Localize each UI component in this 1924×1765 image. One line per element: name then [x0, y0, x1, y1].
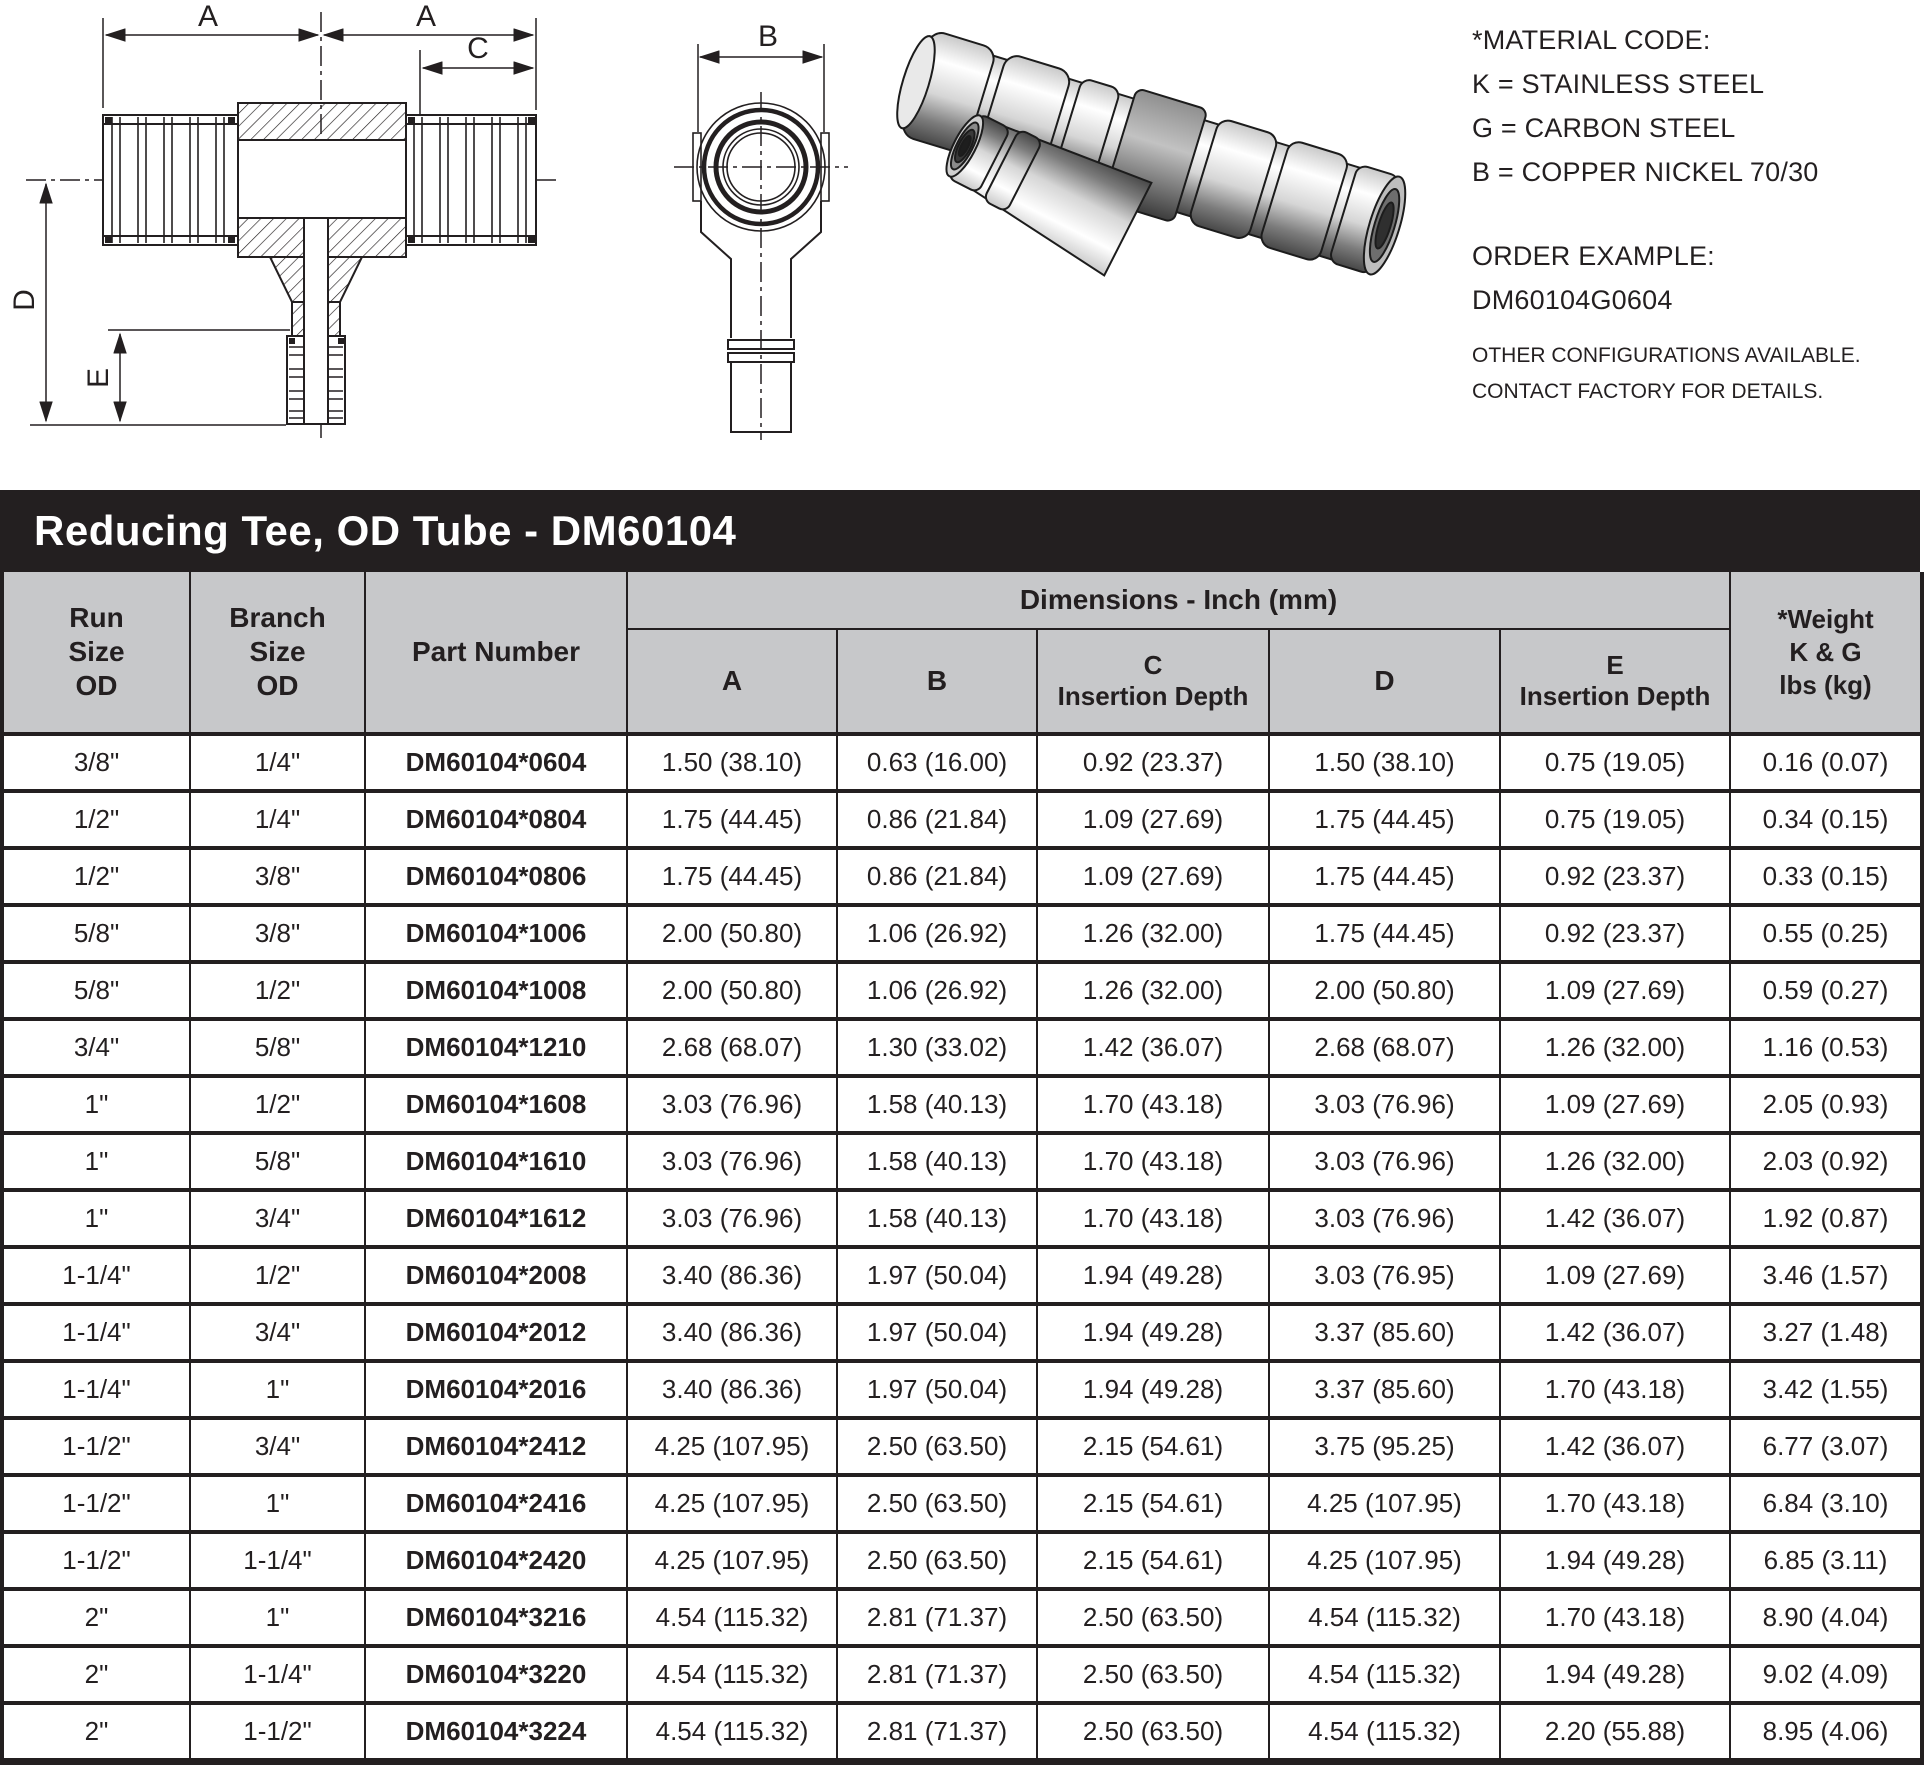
header-dim-e: E Insertion Depth [1500, 629, 1730, 734]
part-number-cell: DM60104*0604 [365, 734, 627, 791]
material-code-title: *MATERIAL CODE: [1472, 25, 1711, 55]
run-size-cell: 1-1/4" [2, 1247, 190, 1304]
dim-a-cell: 4.54 (115.32) [627, 1589, 837, 1646]
dim-c-cell: 2.15 (54.61) [1037, 1532, 1269, 1589]
product-photo-3d [878, 12, 1428, 352]
dim-c-cell: 1.94 (49.28) [1037, 1361, 1269, 1418]
table-row [2, 1475, 1922, 1532]
dim-d-cell: 4.54 (115.32) [1269, 1589, 1500, 1646]
diagram-area [0, 0, 1920, 490]
header-branch-size: Branch Size OD [190, 572, 365, 734]
part-number-cell: DM60104*3224 [365, 1703, 627, 1762]
dim-a-cell: 4.25 (107.95) [627, 1475, 837, 1532]
dim-c-cell: 1.70 (43.18) [1037, 1076, 1269, 1133]
end-view-drawing [548, 0, 858, 445]
header-dim-b: B [837, 629, 1037, 734]
dim-e-cell: 1.09 (27.69) [1500, 1076, 1730, 1133]
dim-c-cell: 1.26 (32.00) [1037, 962, 1269, 1019]
table-row [2, 905, 1922, 962]
dim-b-cell: 2.50 (63.50) [837, 1475, 1037, 1532]
dim-b-cell: 0.86 (21.84) [837, 791, 1037, 848]
dim-a-cell: 2.00 (50.80) [627, 905, 837, 962]
dim-d-cell: 1.75 (44.45) [1269, 848, 1500, 905]
dim-c-cell: 1.09 (27.69) [1037, 791, 1269, 848]
dim-b-cell: 2.50 (63.50) [837, 1532, 1037, 1589]
dim-d-cell: 3.37 (85.60) [1269, 1361, 1500, 1418]
dim-b-cell: 1.30 (33.02) [837, 1019, 1037, 1076]
header-dim-a: A [627, 629, 837, 734]
dim-e-cell: 0.75 (19.05) [1500, 791, 1730, 848]
run-size-cell: 3/4" [2, 1019, 190, 1076]
dim-label-c: C [467, 32, 489, 65]
table-row [2, 1532, 1922, 1589]
weight-cell: 8.90 (4.04) [1730, 1589, 1922, 1646]
branch-size-cell: 1/4" [190, 791, 365, 848]
dim-a-cell: 3.03 (76.96) [627, 1076, 837, 1133]
part-number-cell: DM60104*2420 [365, 1532, 627, 1589]
material-code-g: G = CARBON STEEL [1472, 113, 1736, 143]
run-size-cell: 5/8" [2, 905, 190, 962]
dim-e-cell: 1.94 (49.28) [1500, 1532, 1730, 1589]
table-row [2, 1418, 1922, 1475]
run-size-cell: 1-1/2" [2, 1418, 190, 1475]
dim-a-cell: 3.03 (76.96) [627, 1133, 837, 1190]
dim-c-cell: 0.92 (23.37) [1037, 734, 1269, 791]
table-row [2, 1304, 1922, 1361]
dim-d-cell: 4.54 (115.32) [1269, 1703, 1500, 1762]
dim-c-cell: 2.50 (63.50) [1037, 1646, 1269, 1703]
dim-label-b: B [757, 20, 779, 53]
header-part-number: Part Number [365, 572, 627, 734]
dim-c-cell: 1.09 (27.69) [1037, 848, 1269, 905]
dim-label-d: D [8, 289, 41, 311]
dim-e-cell: 1.70 (43.18) [1500, 1475, 1730, 1532]
dim-d-cell: 4.54 (115.32) [1269, 1646, 1500, 1703]
run-size-cell: 1-1/2" [2, 1532, 190, 1589]
dim-a-cell: 4.54 (115.32) [627, 1646, 837, 1703]
branch-size-cell: 1-1/2" [190, 1703, 365, 1762]
weight-cell: 6.84 (3.10) [1730, 1475, 1922, 1532]
dim-d-cell: 3.03 (76.96) [1269, 1076, 1500, 1133]
front-view-drawing [8, 0, 568, 445]
table-row [2, 1646, 1922, 1703]
dim-d-cell: 1.50 (38.10) [1269, 734, 1500, 791]
dim-e-cell: 1.42 (36.07) [1500, 1418, 1730, 1475]
part-number-cell: DM60104*3220 [365, 1646, 627, 1703]
header-run-size: Run Size OD [2, 572, 190, 734]
dim-d-cell: 1.75 (44.45) [1269, 905, 1500, 962]
branch-size-cell: 3/4" [190, 1304, 365, 1361]
weight-cell: 3.42 (1.55) [1730, 1361, 1922, 1418]
run-size-cell: 1/2" [2, 791, 190, 848]
run-size-cell: 1" [2, 1190, 190, 1247]
dim-a-cell: 3.40 (86.36) [627, 1361, 837, 1418]
dim-d-cell: 1.75 (44.45) [1269, 791, 1500, 848]
part-number-cell: DM60104*2416 [365, 1475, 627, 1532]
dim-c-cell: 1.70 (43.18) [1037, 1190, 1269, 1247]
dim-b-cell: 1.58 (40.13) [837, 1076, 1037, 1133]
dim-c-cell: 1.70 (43.18) [1037, 1133, 1269, 1190]
table-row [2, 1133, 1922, 1190]
dim-a-cell: 3.40 (86.36) [627, 1247, 837, 1304]
part-number-cell: DM60104*0804 [365, 791, 627, 848]
table-row [2, 1247, 1922, 1304]
branch-size-cell: 3/4" [190, 1190, 365, 1247]
branch-size-cell: 1-1/4" [190, 1646, 365, 1703]
section-title-bar [0, 490, 1920, 572]
part-number-cell: DM60104*1210 [365, 1019, 627, 1076]
notes-block [1472, 18, 1912, 410]
dim-b-cell: 2.81 (71.37) [837, 1646, 1037, 1703]
dim-a-cell: 1.75 (44.45) [627, 848, 837, 905]
branch-size-cell: 5/8" [190, 1133, 365, 1190]
dim-a-cell: 3.40 (86.36) [627, 1304, 837, 1361]
dim-a-cell: 2.00 (50.80) [627, 962, 837, 1019]
dim-label-e: E [82, 367, 115, 389]
dim-a-cell: 4.25 (107.95) [627, 1532, 837, 1589]
dim-b-cell: 0.63 (16.00) [837, 734, 1037, 791]
dim-c-cell: 1.94 (49.28) [1037, 1247, 1269, 1304]
part-number-cell: DM60104*2016 [365, 1361, 627, 1418]
dim-b-cell: 2.81 (71.37) [837, 1703, 1037, 1762]
dim-d-cell: 3.03 (76.96) [1269, 1133, 1500, 1190]
header-dimensions: Dimensions - Inch (mm) [627, 572, 1730, 629]
dim-d-cell: 2.68 (68.07) [1269, 1019, 1500, 1076]
part-number-cell: DM60104*1008 [365, 962, 627, 1019]
table-row [2, 848, 1922, 905]
dim-d-cell: 4.25 (107.95) [1269, 1475, 1500, 1532]
table-row [2, 734, 1922, 791]
run-size-cell: 2" [2, 1589, 190, 1646]
material-code-b: B = COPPER NICKEL 70/30 [1472, 157, 1819, 187]
weight-cell: 0.55 (0.25) [1730, 905, 1922, 962]
table-row [2, 962, 1922, 1019]
weight-cell: 0.33 (0.15) [1730, 848, 1922, 905]
spec-table-wrap [0, 572, 1920, 1765]
branch-size-cell: 3/8" [190, 905, 365, 962]
dim-a-cell: 2.68 (68.07) [627, 1019, 837, 1076]
dim-e-cell: 1.26 (32.00) [1500, 1019, 1730, 1076]
run-size-cell: 2" [2, 1646, 190, 1703]
dim-c-cell: 1.42 (36.07) [1037, 1019, 1269, 1076]
run-size-cell: 1-1/4" [2, 1304, 190, 1361]
dim-a-cell: 1.75 (44.45) [627, 791, 837, 848]
table-row [2, 1019, 1922, 1076]
dim-d-cell: 3.75 (95.25) [1269, 1418, 1500, 1475]
branch-size-cell: 1/2" [190, 962, 365, 1019]
dim-b-cell: 1.06 (26.92) [837, 905, 1037, 962]
dim-b-cell: 2.81 (71.37) [837, 1589, 1037, 1646]
weight-cell: 1.16 (0.53) [1730, 1019, 1922, 1076]
dim-c-cell: 2.50 (63.50) [1037, 1703, 1269, 1762]
run-size-cell: 1" [2, 1133, 190, 1190]
table-row [2, 1076, 1922, 1133]
part-number-cell: DM60104*2012 [365, 1304, 627, 1361]
part-number-cell: DM60104*1612 [365, 1190, 627, 1247]
weight-cell: 1.92 (0.87) [1730, 1190, 1922, 1247]
spec-table [0, 572, 1924, 1765]
weight-cell: 2.05 (0.93) [1730, 1076, 1922, 1133]
dim-c-cell: 2.50 (63.50) [1037, 1589, 1269, 1646]
table-row [2, 1361, 1922, 1418]
dim-b-cell: 1.06 (26.92) [837, 962, 1037, 1019]
dim-e-cell: 1.09 (27.69) [1500, 962, 1730, 1019]
weight-cell: 0.16 (0.07) [1730, 734, 1922, 791]
dim-e-cell: 1.70 (43.18) [1500, 1361, 1730, 1418]
branch-size-cell: 1-1/4" [190, 1532, 365, 1589]
contact-factory-note: CONTACT FACTORY FOR DETAILS. [1472, 380, 1824, 403]
dim-label-a1: A [197, 0, 219, 33]
weight-cell: 6.77 (3.07) [1730, 1418, 1922, 1475]
dim-e-cell: 0.75 (19.05) [1500, 734, 1730, 791]
dim-d-cell: 2.00 (50.80) [1269, 962, 1500, 1019]
dim-e-cell: 1.70 (43.18) [1500, 1589, 1730, 1646]
part-number-cell: DM60104*1610 [365, 1133, 627, 1190]
weight-cell: 6.85 (3.11) [1730, 1532, 1922, 1589]
weight-cell: 8.95 (4.06) [1730, 1703, 1922, 1762]
branch-size-cell: 5/8" [190, 1019, 365, 1076]
dim-b-cell: 1.58 (40.13) [837, 1190, 1037, 1247]
part-number-cell: DM60104*2412 [365, 1418, 627, 1475]
table-row [2, 1703, 1922, 1762]
dim-b-cell: 1.97 (50.04) [837, 1304, 1037, 1361]
dim-a-cell: 4.54 (115.32) [627, 1703, 837, 1762]
other-configurations-note: OTHER CONFIGURATIONS AVAILABLE. [1472, 344, 1861, 367]
dim-b-cell: 1.97 (50.04) [837, 1361, 1037, 1418]
dim-a-cell: 4.25 (107.95) [627, 1418, 837, 1475]
weight-cell: 3.46 (1.57) [1730, 1247, 1922, 1304]
material-code-k: K = STAINLESS STEEL [1472, 69, 1765, 99]
run-size-cell: 2" [2, 1703, 190, 1762]
table-row [2, 1190, 1922, 1247]
dim-b-cell: 1.58 (40.13) [837, 1133, 1037, 1190]
dim-e-cell: 1.94 (49.28) [1500, 1646, 1730, 1703]
weight-cell: 0.59 (0.27) [1730, 962, 1922, 1019]
table-row [2, 1589, 1922, 1646]
dim-e-cell: 2.20 (55.88) [1500, 1703, 1730, 1762]
table-row [2, 791, 1922, 848]
weight-cell: 9.02 (4.09) [1730, 1646, 1922, 1703]
dim-a-cell: 1.50 (38.10) [627, 734, 837, 791]
dim-c-cell: 2.15 (54.61) [1037, 1475, 1269, 1532]
run-size-cell: 1-1/4" [2, 1361, 190, 1418]
part-number-cell: DM60104*2008 [365, 1247, 627, 1304]
weight-cell: 3.27 (1.48) [1730, 1304, 1922, 1361]
dim-e-cell: 0.92 (23.37) [1500, 848, 1730, 905]
dim-d-cell: 3.03 (76.95) [1269, 1247, 1500, 1304]
table-body [2, 734, 1922, 1762]
dim-e-cell: 1.26 (32.00) [1500, 1133, 1730, 1190]
dim-e-cell: 0.92 (23.37) [1500, 905, 1730, 962]
run-size-cell: 3/8" [2, 734, 190, 791]
branch-size-cell: 3/4" [190, 1418, 365, 1475]
branch-size-cell: 1" [190, 1589, 365, 1646]
branch-size-cell: 1" [190, 1475, 365, 1532]
order-example-title: ORDER EXAMPLE: [1472, 241, 1715, 271]
dim-e-cell: 1.42 (36.07) [1500, 1304, 1730, 1361]
branch-size-cell: 1" [190, 1361, 365, 1418]
dim-e-cell: 1.42 (36.07) [1500, 1190, 1730, 1247]
dim-c-cell: 1.94 (49.28) [1037, 1304, 1269, 1361]
section-title: Reducing Tee, OD Tube - DM60104 [34, 507, 737, 554]
dim-d-cell: 3.03 (76.96) [1269, 1190, 1500, 1247]
weight-cell: 0.34 (0.15) [1730, 791, 1922, 848]
part-number-cell: DM60104*1608 [365, 1076, 627, 1133]
dim-a-cell: 3.03 (76.96) [627, 1190, 837, 1247]
branch-size-cell: 1/2" [190, 1076, 365, 1133]
dim-d-cell: 4.25 (107.95) [1269, 1532, 1500, 1589]
part-number-cell: DM60104*0806 [365, 848, 627, 905]
run-size-cell: 1/2" [2, 848, 190, 905]
run-size-cell: 1" [2, 1076, 190, 1133]
weight-cell: 2.03 (0.92) [1730, 1133, 1922, 1190]
order-example-value: DM60104G0604 [1472, 285, 1673, 315]
dim-d-cell: 3.37 (85.60) [1269, 1304, 1500, 1361]
dim-c-cell: 2.15 (54.61) [1037, 1418, 1269, 1475]
header-dim-d: D [1269, 629, 1500, 734]
header-dim-c: C Insertion Depth [1037, 629, 1269, 734]
run-size-cell: 1-1/2" [2, 1475, 190, 1532]
run-size-cell: 5/8" [2, 962, 190, 1019]
dim-c-cell: 1.26 (32.00) [1037, 905, 1269, 962]
part-number-cell: DM60104*3216 [365, 1589, 627, 1646]
dim-label-a2: A [415, 0, 437, 33]
branch-size-cell: 3/8" [190, 848, 365, 905]
dim-b-cell: 1.97 (50.04) [837, 1247, 1037, 1304]
dim-b-cell: 0.86 (21.84) [837, 848, 1037, 905]
dim-e-cell: 1.09 (27.69) [1500, 1247, 1730, 1304]
branch-size-cell: 1/2" [190, 1247, 365, 1304]
branch-size-cell: 1/4" [190, 734, 365, 791]
part-number-cell: DM60104*1006 [365, 905, 627, 962]
dim-b-cell: 2.50 (63.50) [837, 1418, 1037, 1475]
header-weight: *Weight K & G lbs (kg) [1730, 572, 1922, 734]
